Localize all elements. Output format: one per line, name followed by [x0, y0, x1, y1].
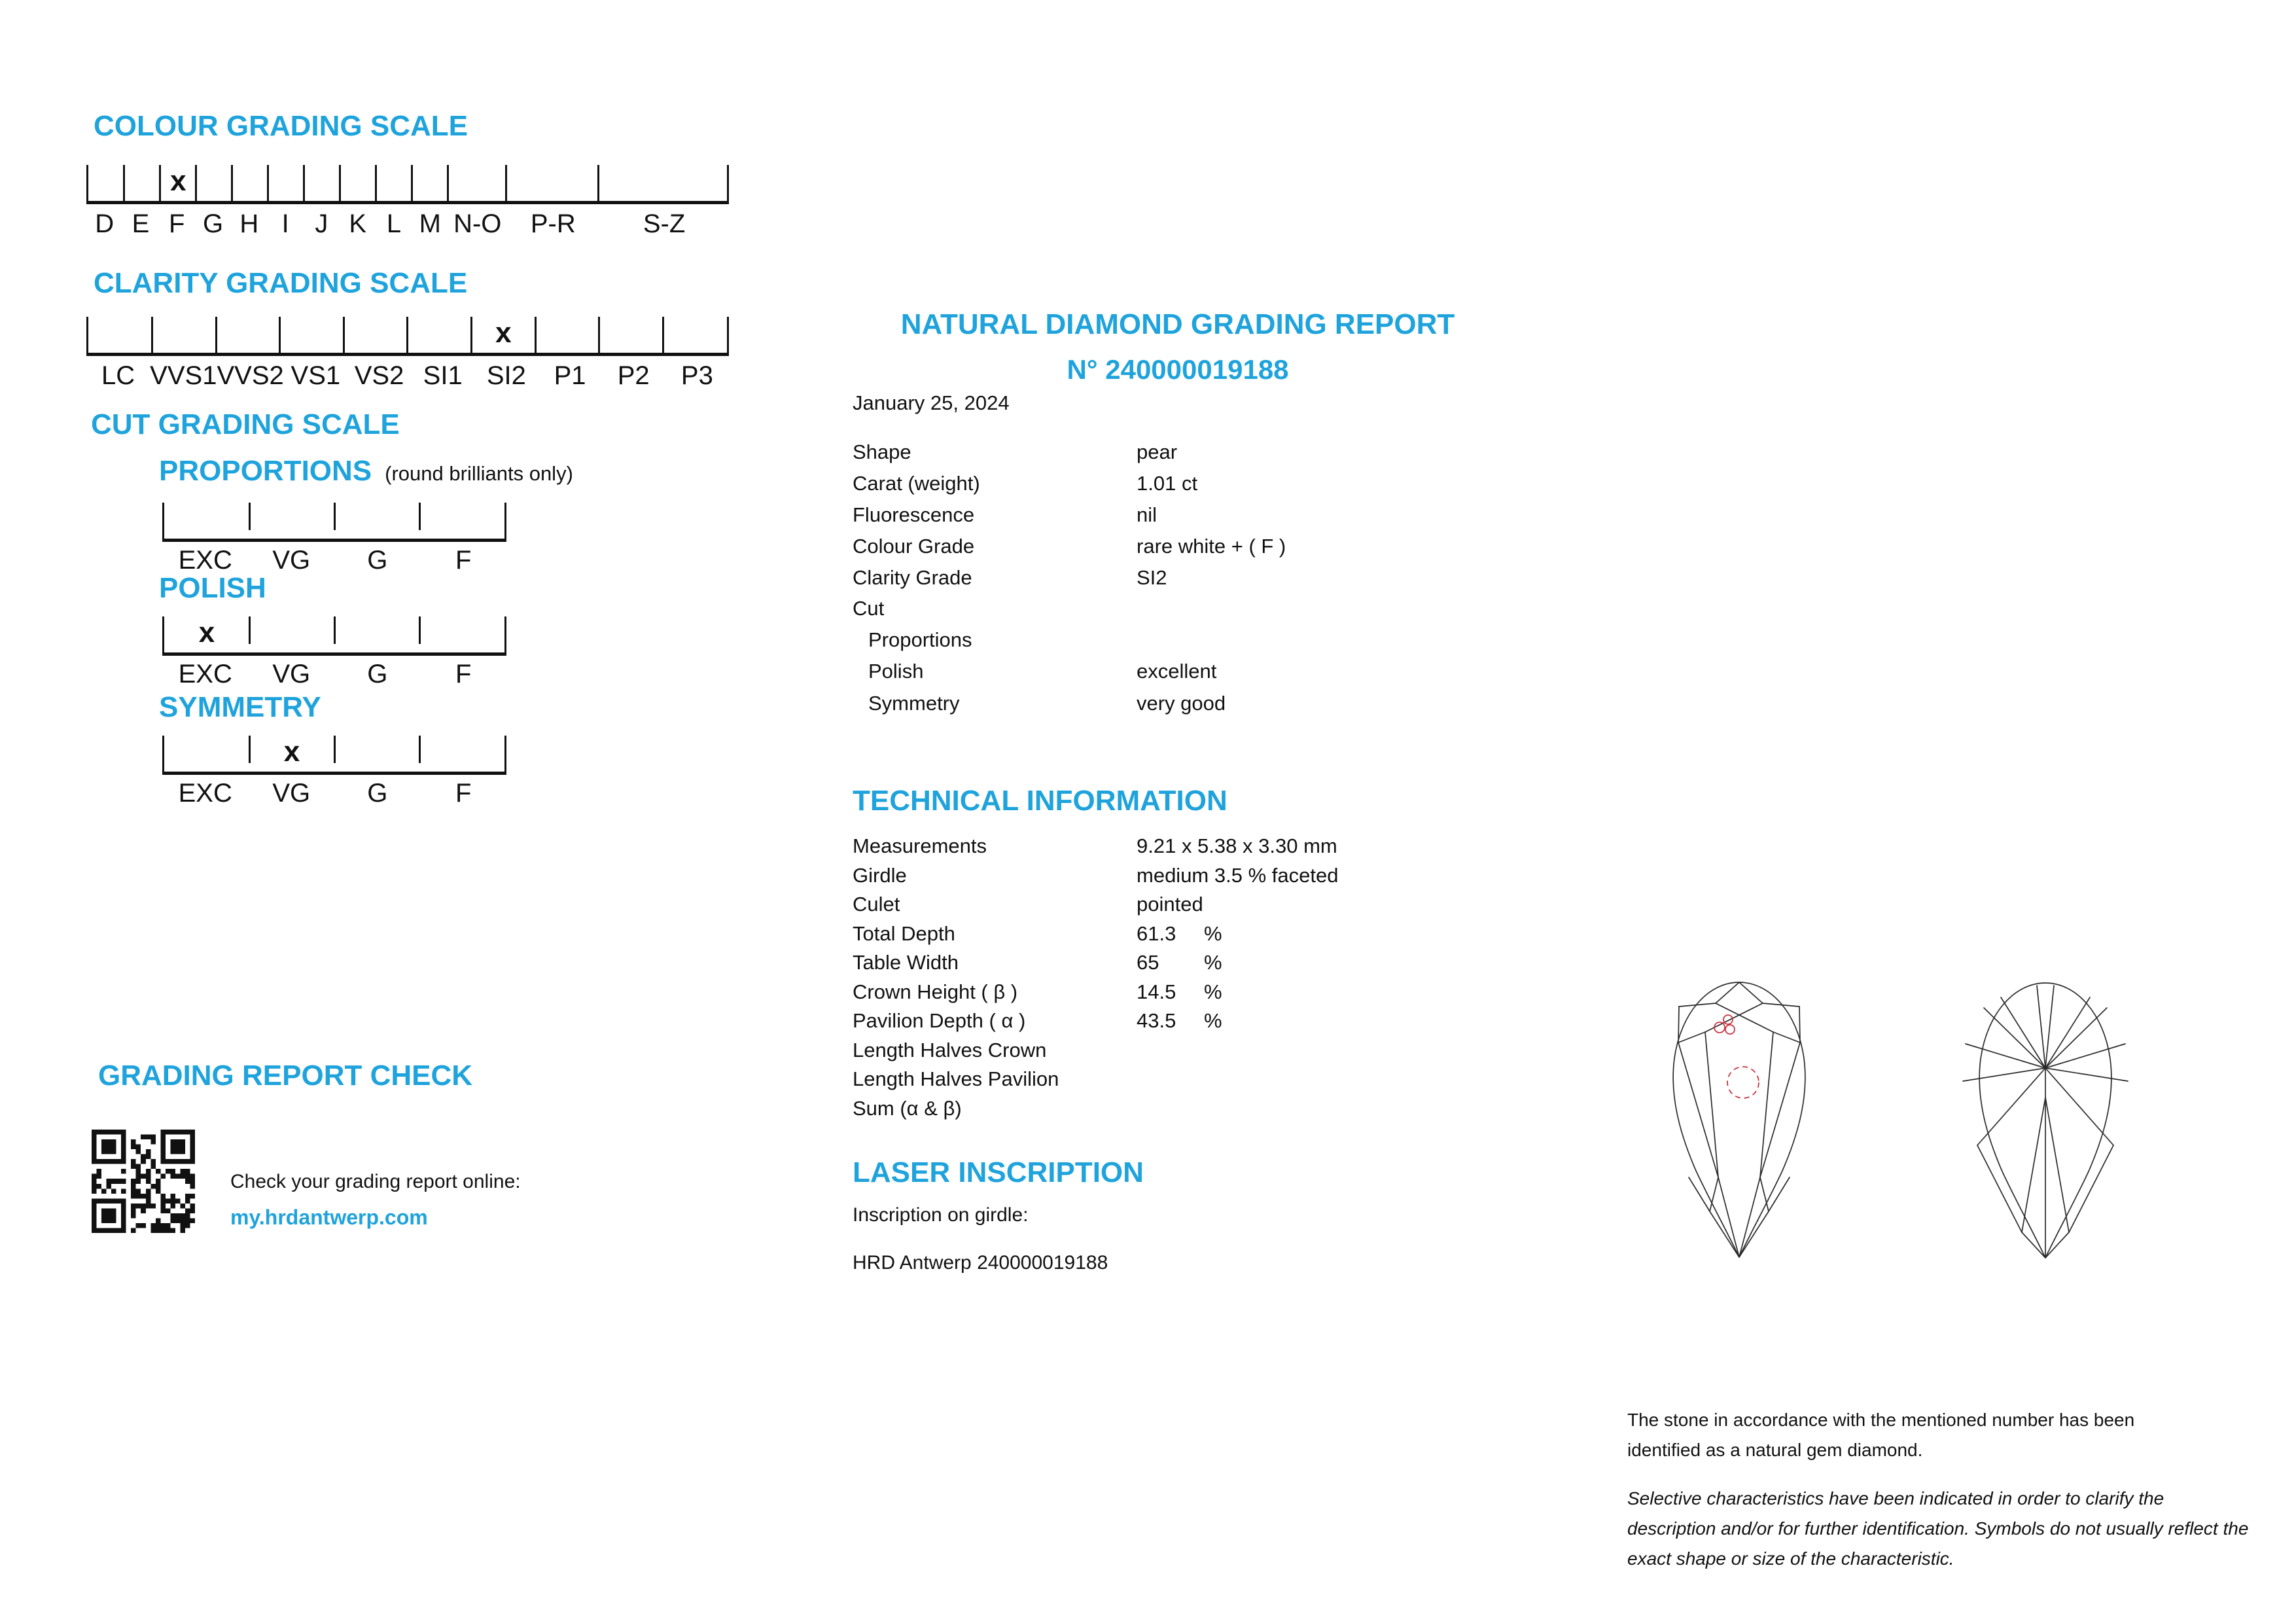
- tech-row-table-width: [853, 951, 1572, 980]
- clarity-label: LC: [101, 361, 135, 390]
- row-label: Polish: [868, 660, 924, 683]
- polish-cell-g: [334, 616, 419, 652]
- row-value: SI2: [1137, 566, 1167, 589]
- row-label: Carat (weight): [853, 472, 980, 495]
- proportions-scale: [162, 503, 506, 542]
- tech-row-sum: [853, 1097, 1572, 1126]
- colour-label: H: [239, 209, 259, 238]
- proportions-cell-g: [334, 503, 419, 539]
- tech-row-pavilion-depth: [853, 1009, 1572, 1038]
- row-label: Proportions: [868, 628, 972, 651]
- colour-label: N-O: [453, 209, 502, 238]
- colour-label: L: [386, 209, 402, 238]
- row-label: Length Halves Crown: [853, 1039, 1047, 1061]
- row-value: 65: [1137, 951, 1159, 974]
- clarity-scale-labels: [86, 361, 729, 391]
- symmetry-cell-f: [419, 736, 504, 772]
- colour-label: D: [95, 209, 115, 238]
- clarity-label: P2: [617, 361, 650, 390]
- symmetry-label: G: [367, 779, 388, 808]
- clarity-label: VS2: [354, 361, 404, 390]
- clarity-cell-vs1: [280, 317, 344, 353]
- proportions-title: [159, 455, 573, 488]
- symmetry-label: F: [455, 779, 472, 808]
- pear-crown-icon: [1652, 981, 1826, 1258]
- proportions-label: VG: [272, 546, 311, 575]
- row-label: Symmetry: [868, 692, 960, 715]
- proportions-cell-f: [419, 503, 504, 539]
- polish-label: F: [455, 660, 472, 688]
- symmetry-label: VG: [272, 779, 311, 808]
- report-row-cut: [853, 597, 1572, 626]
- colour-label: S-Z: [643, 209, 686, 238]
- colour-cell-pr: [506, 165, 599, 201]
- colour-cell-l: [376, 165, 412, 201]
- clarity-label: P1: [554, 361, 586, 390]
- proportions-cell-exc: [164, 503, 249, 539]
- colour-cell-j: [304, 165, 340, 201]
- row-unit: %: [1204, 980, 1222, 1003]
- row-value: 1.01 ct: [1137, 472, 1198, 495]
- report-title: NATURAL DIAMOND GRADING REPORT: [900, 308, 1455, 340]
- polish-label: VG: [272, 660, 311, 688]
- report-row-polish: [853, 660, 1572, 688]
- row-label: Crown Height ( β ): [853, 980, 1018, 1003]
- row-label: Shape: [853, 440, 911, 463]
- report-check-url-link[interactable]: my.hrdantwerp.com: [230, 1205, 428, 1229]
- polish-cell-exc: [164, 616, 249, 652]
- clarity-scale: [86, 317, 729, 356]
- colour-scale-title: COLOUR GRADING SCALE: [94, 110, 468, 142]
- row-label: Culet: [853, 893, 900, 916]
- technical-title: TECHNICAL INFORMATION: [853, 785, 1227, 817]
- row-label: Sum (α & β): [853, 1097, 962, 1120]
- clarity-cell-si2: [472, 317, 536, 353]
- identification-note: The stone in accordance with the mentioned number has been identified as a natural gem diamond.: [1627, 1410, 2135, 1460]
- symmetry-cell-g: [334, 736, 419, 772]
- row-label: Cut: [853, 597, 885, 620]
- row-unit: %: [1204, 1009, 1222, 1032]
- clarity-label: P3: [680, 361, 713, 390]
- proportions-scale-labels: [162, 546, 506, 575]
- row-value: excellent: [1137, 660, 1217, 683]
- row-value: nil: [1137, 503, 1157, 526]
- symmetry-cell-vg: [249, 736, 334, 772]
- qr-code: [92, 1130, 195, 1233]
- clarity-cell-p3: [663, 317, 727, 353]
- polish-cell-vg: [249, 616, 334, 652]
- clarity-x-mark: x: [495, 316, 512, 349]
- clarity-cell-vvs1: [152, 317, 217, 353]
- row-value: pointed: [1137, 893, 1203, 916]
- row-value: very good: [1137, 692, 1226, 715]
- colour-label: J: [315, 209, 328, 238]
- tech-row-length-halves-pavilion: [853, 1067, 1572, 1096]
- colour-cell-sz: [598, 165, 727, 201]
- report-number: N° 240000019188: [1067, 354, 1289, 385]
- report-title-box: [851, 308, 1505, 341]
- clarity-label: VVS1: [150, 361, 217, 390]
- proportions-label: F: [455, 546, 472, 575]
- colour-label: E: [132, 209, 150, 238]
- colour-scale: [86, 165, 729, 204]
- polish-scale: [162, 616, 506, 656]
- report-date: January 25, 2024: [853, 391, 1010, 414]
- clarity-label: SI2: [486, 361, 526, 390]
- row-value: pear: [1137, 440, 1178, 463]
- report-row-carat: [853, 472, 1572, 501]
- row-unit: %: [1204, 951, 1222, 974]
- tech-row-culet: [853, 893, 1572, 921]
- colour-cell-h: [232, 165, 268, 201]
- row-value: 14.5: [1137, 980, 1176, 1003]
- clarity-cell-p1: [535, 317, 599, 353]
- report-row-proportions: [853, 628, 1572, 657]
- colour-scale-labels: [86, 209, 729, 239]
- report-row-fluorescence: [853, 503, 1572, 532]
- symmetry-scale-labels: [162, 779, 506, 808]
- pear-pavilion-icon: [1959, 982, 2132, 1259]
- diamond-crown-diagram: [1652, 981, 1826, 1258]
- colour-label: M: [419, 209, 441, 238]
- report-row-colour-grade: [853, 535, 1572, 563]
- row-label: Fluorescence: [853, 503, 975, 526]
- polish-x-mark: x: [198, 616, 215, 649]
- row-label: Girdle: [853, 864, 907, 887]
- clarity-cell-vs2: [344, 317, 408, 353]
- row-value: rare white + ( F ): [1137, 535, 1286, 558]
- proportions-label: G: [367, 546, 388, 575]
- row-label: Table Width: [853, 951, 959, 974]
- row-label: Colour Grade: [853, 535, 975, 558]
- disclaimer-note: Selective characteristics have been indicated in order to clarify the description and/or for further identification. Symbols do not usually reflect the exact shape or size of the characteristic.: [1627, 1488, 2249, 1569]
- laser-title: LASER INSCRIPTION: [853, 1156, 1144, 1188]
- qr-code-icon: [92, 1130, 195, 1233]
- colour-cell-g: [196, 165, 232, 201]
- polish-label: EXC: [178, 660, 232, 688]
- symmetry-x-mark: x: [283, 735, 300, 768]
- row-label: Measurements: [853, 834, 987, 857]
- tech-row-girdle: [853, 864, 1572, 893]
- symmetry-label: EXC: [178, 779, 232, 808]
- proportions-title-text: PROPORTIONS: [159, 455, 372, 487]
- polish-cell-f: [419, 616, 504, 652]
- cut-scale-title: CUT GRADING SCALE: [91, 408, 400, 440]
- clarity-cell-p2: [599, 317, 663, 353]
- clarity-label: VVS2: [217, 361, 284, 390]
- report-row-shape: [853, 440, 1572, 469]
- tech-row-crown-height: [853, 980, 1572, 1009]
- colour-cell-e: [124, 165, 160, 201]
- colour-label: I: [281, 209, 289, 238]
- laser-inscription-label: Inscription on girdle:: [853, 1204, 1029, 1226]
- colour-label: P-R: [530, 209, 576, 238]
- tech-row-length-halves-crown: [853, 1039, 1572, 1067]
- report-row-symmetry: [853, 692, 1572, 721]
- colour-label: F: [169, 209, 185, 238]
- colour-cell-f: [160, 165, 196, 201]
- tech-row-total-depth: [853, 922, 1572, 951]
- clarity-cell-vvs2: [216, 317, 280, 353]
- row-value: 9.21 x 5.38 x 3.30 mm: [1137, 834, 1337, 857]
- proportions-note: (round brilliants only): [385, 462, 573, 485]
- row-value: 43.5: [1137, 1009, 1176, 1032]
- row-value: 61.3: [1137, 922, 1176, 945]
- laser-inscription-value: HRD Antwerp 240000019188: [853, 1252, 1108, 1274]
- clarity-label: SI1: [423, 361, 463, 390]
- clarity-scale-title: CLARITY GRADING SCALE: [94, 267, 468, 299]
- clarity-cell-si1: [408, 317, 472, 353]
- colour-cell-no: [448, 165, 506, 201]
- row-label: Pavilion Depth ( α ): [853, 1009, 1026, 1032]
- clarity-cell-lc: [88, 317, 152, 353]
- row-value: medium 3.5 % faceted: [1137, 864, 1339, 887]
- row-label: Clarity Grade: [853, 566, 972, 589]
- row-unit: %: [1204, 922, 1222, 945]
- report-row-clarity-grade: [853, 566, 1572, 595]
- colour-x-mark: x: [170, 164, 186, 197]
- clarity-label: VS1: [291, 361, 341, 390]
- symmetry-title: SYMMETRY: [159, 691, 321, 723]
- colour-label: K: [349, 209, 367, 238]
- report-check-title: GRADING REPORT CHECK: [98, 1060, 473, 1092]
- polish-scale-labels: [162, 660, 506, 689]
- report-check-prompt: Check your grading report online:: [230, 1171, 521, 1192]
- tech-row-measurements: [853, 834, 1572, 863]
- polish-label: G: [367, 660, 388, 688]
- proportions-cell-vg: [249, 503, 334, 539]
- colour-cell-m: [412, 165, 448, 201]
- symmetry-cell-exc: [164, 736, 249, 772]
- colour-cell-d: [88, 165, 124, 201]
- colour-cell-i: [268, 165, 304, 201]
- row-label: Total Depth: [853, 922, 955, 945]
- colour-cell-k: [340, 165, 376, 201]
- polish-title: POLISH: [159, 572, 266, 604]
- diamond-pavilion-diagram: [1959, 982, 2132, 1259]
- row-label: Length Halves Pavilion: [853, 1067, 1059, 1090]
- colour-label: G: [202, 209, 224, 238]
- proportions-label: EXC: [178, 546, 232, 575]
- symmetry-scale: [162, 736, 506, 775]
